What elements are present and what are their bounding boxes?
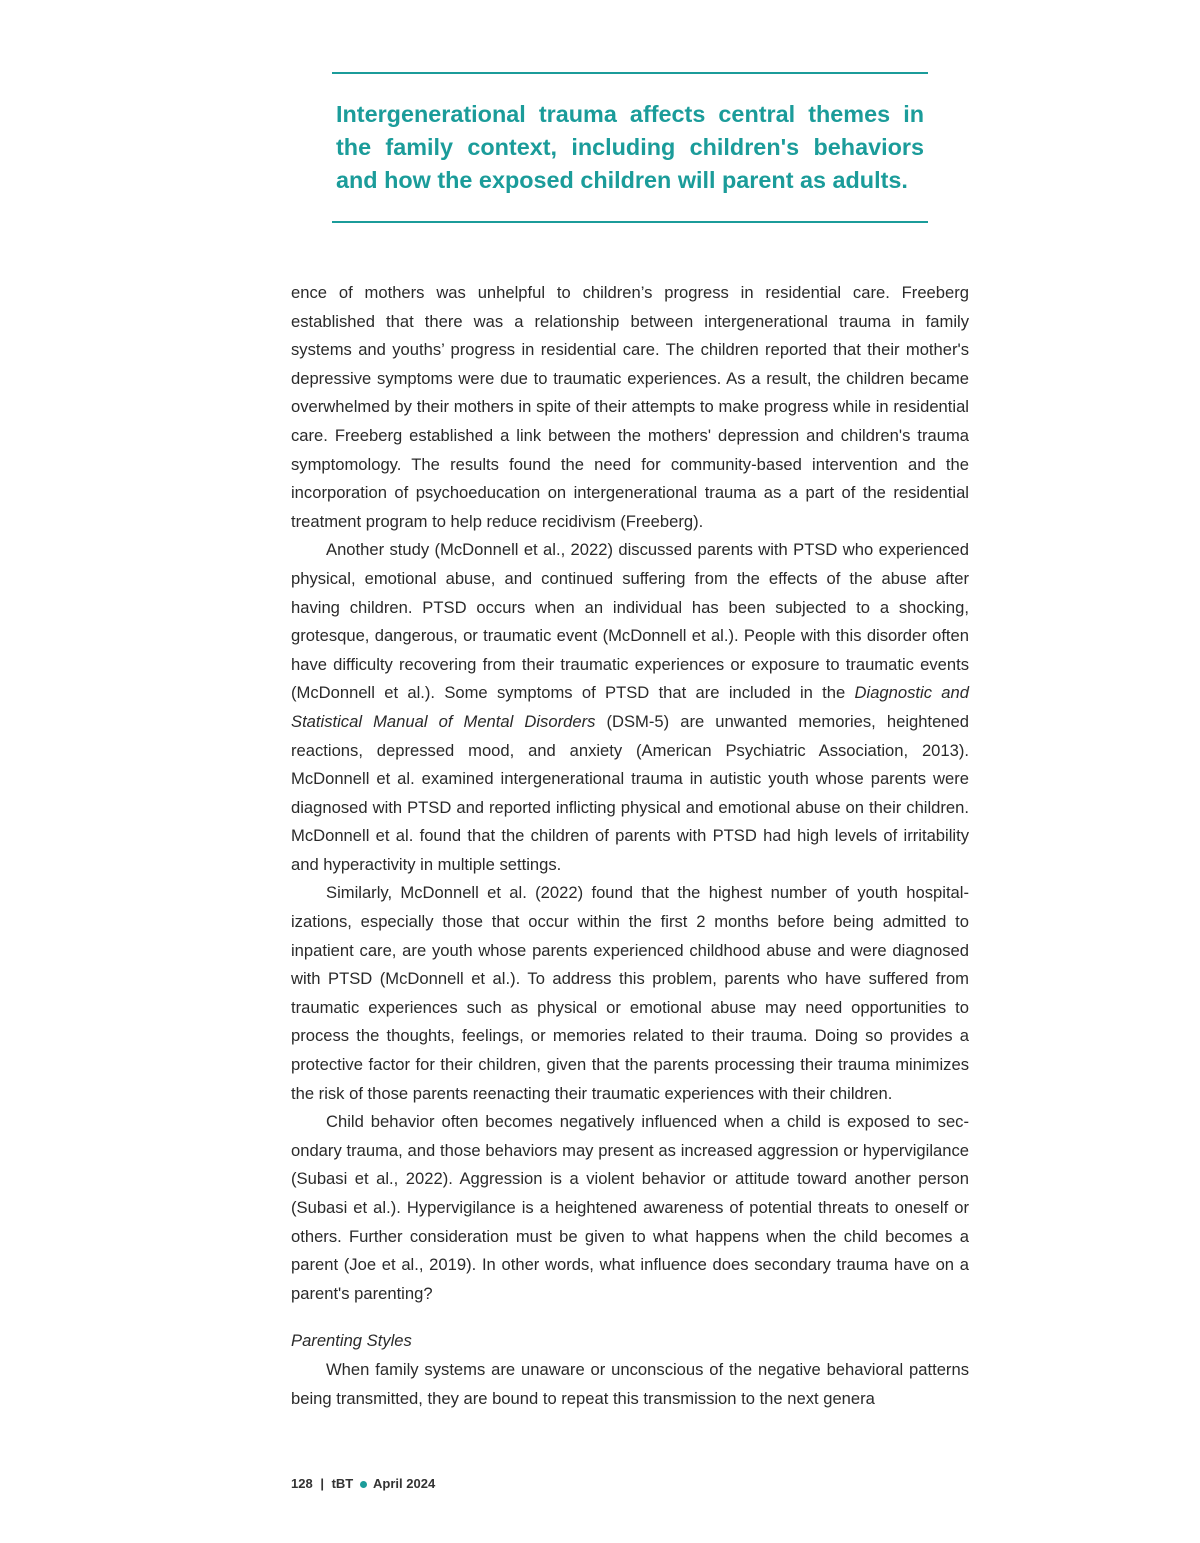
pull-quote-text: Intergenerational trauma affects central themes in the family context, including children's behaviors and how the exposed children will parent as adults.: [336, 101, 924, 193]
article-body: [291, 279, 969, 1413]
pull-quote-top-rule: [332, 72, 928, 74]
paragraph-2-text-a: Another study (McDonnell et al., 2022) discussed parents with PTSD who experienced physical, emotional abuse, and continued suffering from the effects of the abuse after having children. PTSD occurs when an individual has been subjected to a shocking, grotesque, dangerous, or traumatic event (McDonnell et al.). People with this disorder often have difficulty recovering from their traumatic experiences or exposure to traumatic events (McDonnell et al.). Some symptoms of PTSD that are included in the: [291, 540, 969, 703]
section-subheading: Parenting Styles: [291, 1331, 412, 1351]
issue-date: April 2024: [373, 1476, 436, 1491]
page-footer: [291, 1476, 435, 1491]
pull-quote: [332, 72, 928, 223]
dsm-title: Diagnostic and Statistical Manual of Mental Disorders: [291, 683, 969, 731]
page-number: 128: [291, 1476, 313, 1491]
paragraph-4: Child behavior often becomes negatively influenced when a child is exposed to secondary trauma, and those behaviors may present as increased aggression or hypervigilance (Subasi et al., 2022). Aggression is a violent behavior or attitude toward another person (Subasi et al.). Hypervigilance is a heightened awareness of potential threats to oneself or others. Further consideration must be given to what happens when the child becomes a parent (Joe et al., 2019). In other words, what influence does secondary trauma have on a parent's parenting?: [291, 1112, 969, 1303]
paragraph-2-text-b: (DSM-5) are unwanted memories, heightened reactions, depressed mood, and anxiety (American Psychiatric Association, 2013). McDonnell et al. examined intergenerational trauma in autistic youth whose parents were diagnosed with PTSD and reported inflicting physical and emotional abuse on their children. McDonnell et al. found that the children of parents with PTSD had high levels of irritability and hyperactivity in multiple settings.: [291, 711, 969, 874]
publication-name: tBT: [331, 1476, 354, 1491]
paragraph-5: When family systems are unaware or unconscious of the negative behavioral patterns being transmitted, they are bound to repeat this transmission to the next genera: [291, 1359, 969, 1408]
paragraph-2: [291, 536, 969, 879]
footer-separator: |: [320, 1476, 324, 1491]
paragraph-3: Similarly, McDonnell et al. (2022) found that the highest number of youth hospitalizations, especially those that occur within the first 2 months before being admitted to inpatient care, are youth whose parents experienced childhood abuse and were diagnosed with PTSD (McDonnell et al.). To address this problem, parents who have suffered from traumatic experiences such as physical or emotional abuse may need opportunities to process the thoughts, feelings, or memories related to their trauma. Doing so provides a protective factor for their children, given that the parents processing their trauma minimizes the risk of those parents reenacting their traumatic experiences with their children.: [291, 883, 969, 1103]
paragraph-1: ence of mothers was unhelpful to children’s progress in residential care. Freeberg established that there was a relationship between intergenerational trauma in family systems and youths’ progress in residential care. The children reported that their mother's depressive symptoms were due to traumatic experiences. As a result, the children became overwhelmed by their mothers in spite of their attempts to make progress while in residential care. Freeberg established a link between the mothers' depression and children's trauma symptomology. The results found the need for community-based intervention and the incorporation of psychoeducation on intergenerational trauma as a part of the residential treatment program to help reduce recidivism (Freeberg).: [291, 283, 969, 531]
pull-quote-bottom-rule: [332, 221, 928, 223]
footer-dot-icon: [360, 1481, 367, 1488]
